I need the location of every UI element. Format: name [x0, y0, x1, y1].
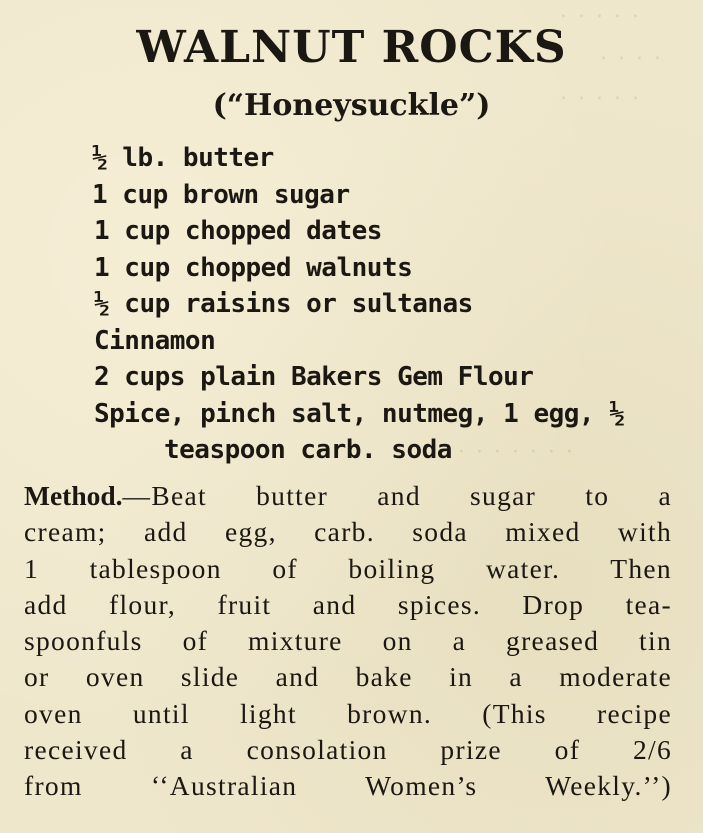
ingredient-item: 1 cup brown sugar — [92, 179, 350, 210]
method-line: 1 tablespoon of boiling water. Then — [24, 552, 672, 584]
ingredient-item: ½ cup raisins or sultanas — [94, 289, 473, 319]
method-line: oven until light brown. (This recipe — [24, 697, 672, 729]
recipe-clipping: . . . . . . . . . . . . . . · · · · · · · · WALNUT ROCKS (“Honeysuckle”) ½ lb. butter 1 cup brown sugar 1 cup chopped dates 1 cup chopped walnuts ½ cup raisins or sultanas Cinnamon 2 cups plain Bakers Gem Flour Spice, pinch salt, nutmeg, 1 egg, ½ teaspoon carb. soda Method.—Beat butter and sugar to a cream; add egg, carb. soda mixed with 1 tablespoon of boiling water. Then add flour, fruit and spices. Drop tea- spoonfuls of mixture on a greased tin or oven slide and bake in a moderate oven until light brown. (This recipe received a consolation prize of 2/6 from ‘‘Australian Women’s Weekly.’’) — [0, 0, 703, 833]
ingredient-item-continuation: teaspoon carb. soda — [164, 435, 452, 465]
ingredient-item: Cinnamon — [94, 325, 216, 356]
ingredient-item: Spice, pinch salt, nutmeg, 1 egg, ½ — [94, 398, 625, 429]
ingredient-item: 2 cups plain Bakers Gem Flour — [94, 362, 534, 392]
method-paragraph — [24, 478, 672, 805]
method-line: add flour, fruit and spices. Drop tea- — [24, 588, 672, 620]
method-label: Method. — [24, 480, 123, 511]
ingredient-item: 1 cup chopped dates — [94, 216, 382, 246]
ingredient-list — [94, 140, 694, 469]
method-line — [24, 478, 672, 514]
ingredient-item: ½ lb. butter — [92, 143, 274, 173]
method-line: or oven slide and bake in a moderate — [24, 661, 672, 693]
method-line: cream; add egg, carb. soda mixed with — [24, 516, 672, 548]
method-line: received a consolation prize of 2/6 — [24, 734, 672, 766]
recipe-title: WALNUT ROCKS — [136, 22, 567, 73]
method-line: spoonfuls of mixture on a greased tin — [24, 625, 672, 657]
ingredient-item: 1 cup chopped walnuts — [94, 252, 413, 283]
method-line-text: —Beat butter and sugar to a — [122, 480, 672, 511]
method-line: from ‘‘Australian Women’s Weekly.’’) — [24, 770, 672, 802]
recipe-subtitle: (“Honeysuckle”) — [212, 88, 491, 123]
